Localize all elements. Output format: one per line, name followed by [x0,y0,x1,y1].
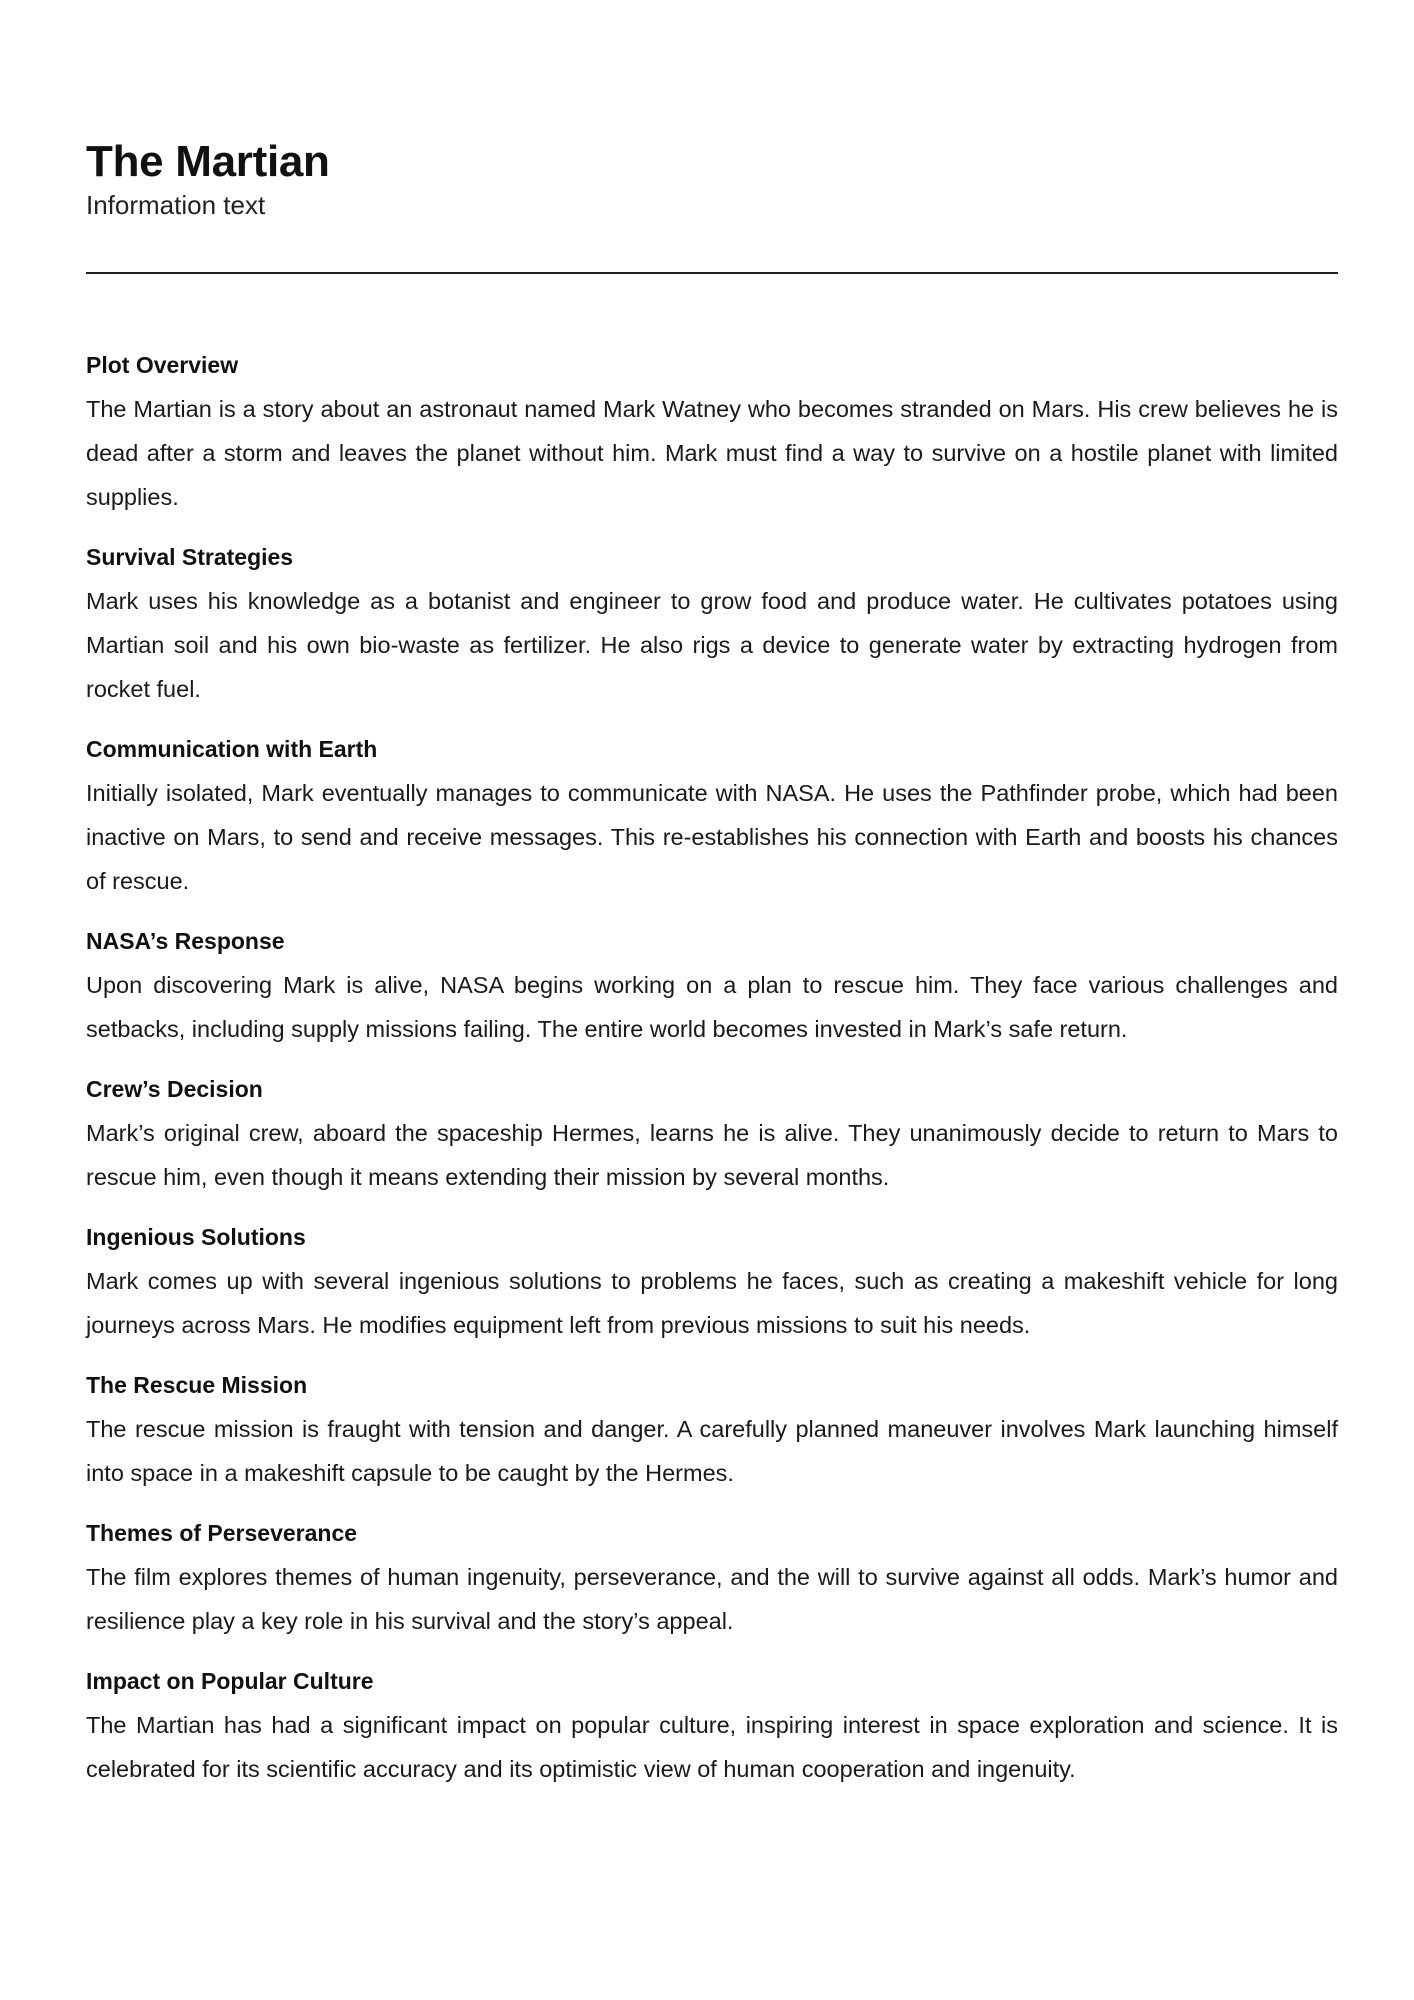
section-text: Mark comes up with several ingenious solutions to problems he faces, such as creating a makeshift vehicle for long journeys across Mars. He modifies equipment left from previous missions to suit his needs. [86,1268,1338,1338]
document-title: The Martian [86,137,330,186]
section-communication-with-earth [86,731,1338,903]
section-plot-overview [86,347,1338,519]
section-impact-on-popular-culture [86,1663,1338,1791]
section-text: The Martian is a story about an astronaut named Mark Watney who becomes stranded on Mars. His crew believes he is dead after a storm and leaves the planet without him. Mark must find a way to survive on a hostile planet with limited supplies. [86,396,1338,510]
section-ingenious-solutions [86,1219,1338,1347]
section-text: Mark’s original crew, aboard the spaceship Hermes, learns he is alive. They unanimously decide to return to Mars to rescue him, even though it means extending their mission by several months. [86,1120,1338,1190]
section-nasa-response [86,923,1338,1051]
document-subtitle: Information text [86,190,266,220]
section-heading: Plot Overview [86,352,239,378]
section-text: The film explores themes of human ingenuity, perseverance, and the will to survive against all odds. Mark’s humor and resilience play a key role in his survival and the story’s appeal. [86,1564,1338,1634]
section-survival-strategies [86,539,1338,711]
section-heading: Communication with Earth [86,736,378,762]
section-text: Mark uses his knowledge as a botanist and engineer to grow food and produce water. He cultivates potatoes using Martian soil and his own bio-waste as fertilizer. He also rigs a device to generate water by extracting hydrogen from rocket fuel. [86,588,1338,702]
document-body [86,347,1338,1811]
section-text: Initially isolated, Mark eventually manages to communicate with NASA. He uses the Pathfinder probe, which had been inactive on Mars, to send and receive messages. This re-establishes his connection with Earth and boosts his chances of rescue. [86,780,1338,894]
section-heading: NASA’s Response [86,928,285,954]
section-heading: Impact on Popular Culture [86,1668,374,1694]
section-heading: Survival Strategies [86,544,294,570]
section-text: The Martian has had a significant impact on popular culture, inspiring interest in space exploration and science. It is celebrated for its scientific accuracy and its optimistic view of human cooperation and ingenuity. [86,1712,1338,1782]
section-crew-decision [86,1071,1338,1199]
section-heading: Themes of Perseverance [86,1520,358,1546]
section-themes-of-perseverance [86,1515,1338,1643]
section-rescue-mission [86,1367,1338,1495]
section-text: Upon discovering Mark is alive, NASA begins working on a plan to rescue him. They face various challenges and setbacks, including supply missions failing. The entire world becomes invested in Mark’s safe return. [86,972,1338,1042]
section-text: The rescue mission is fraught with tension and danger. A carefully planned maneuver involves Mark launching himself into space in a makeshift capsule to be caught by the Hermes. [86,1416,1338,1486]
section-heading: Crew’s Decision [86,1076,263,1102]
section-heading: The Rescue Mission [86,1372,308,1398]
header-divider [86,272,1338,274]
section-heading: Ingenious Solutions [86,1224,306,1250]
